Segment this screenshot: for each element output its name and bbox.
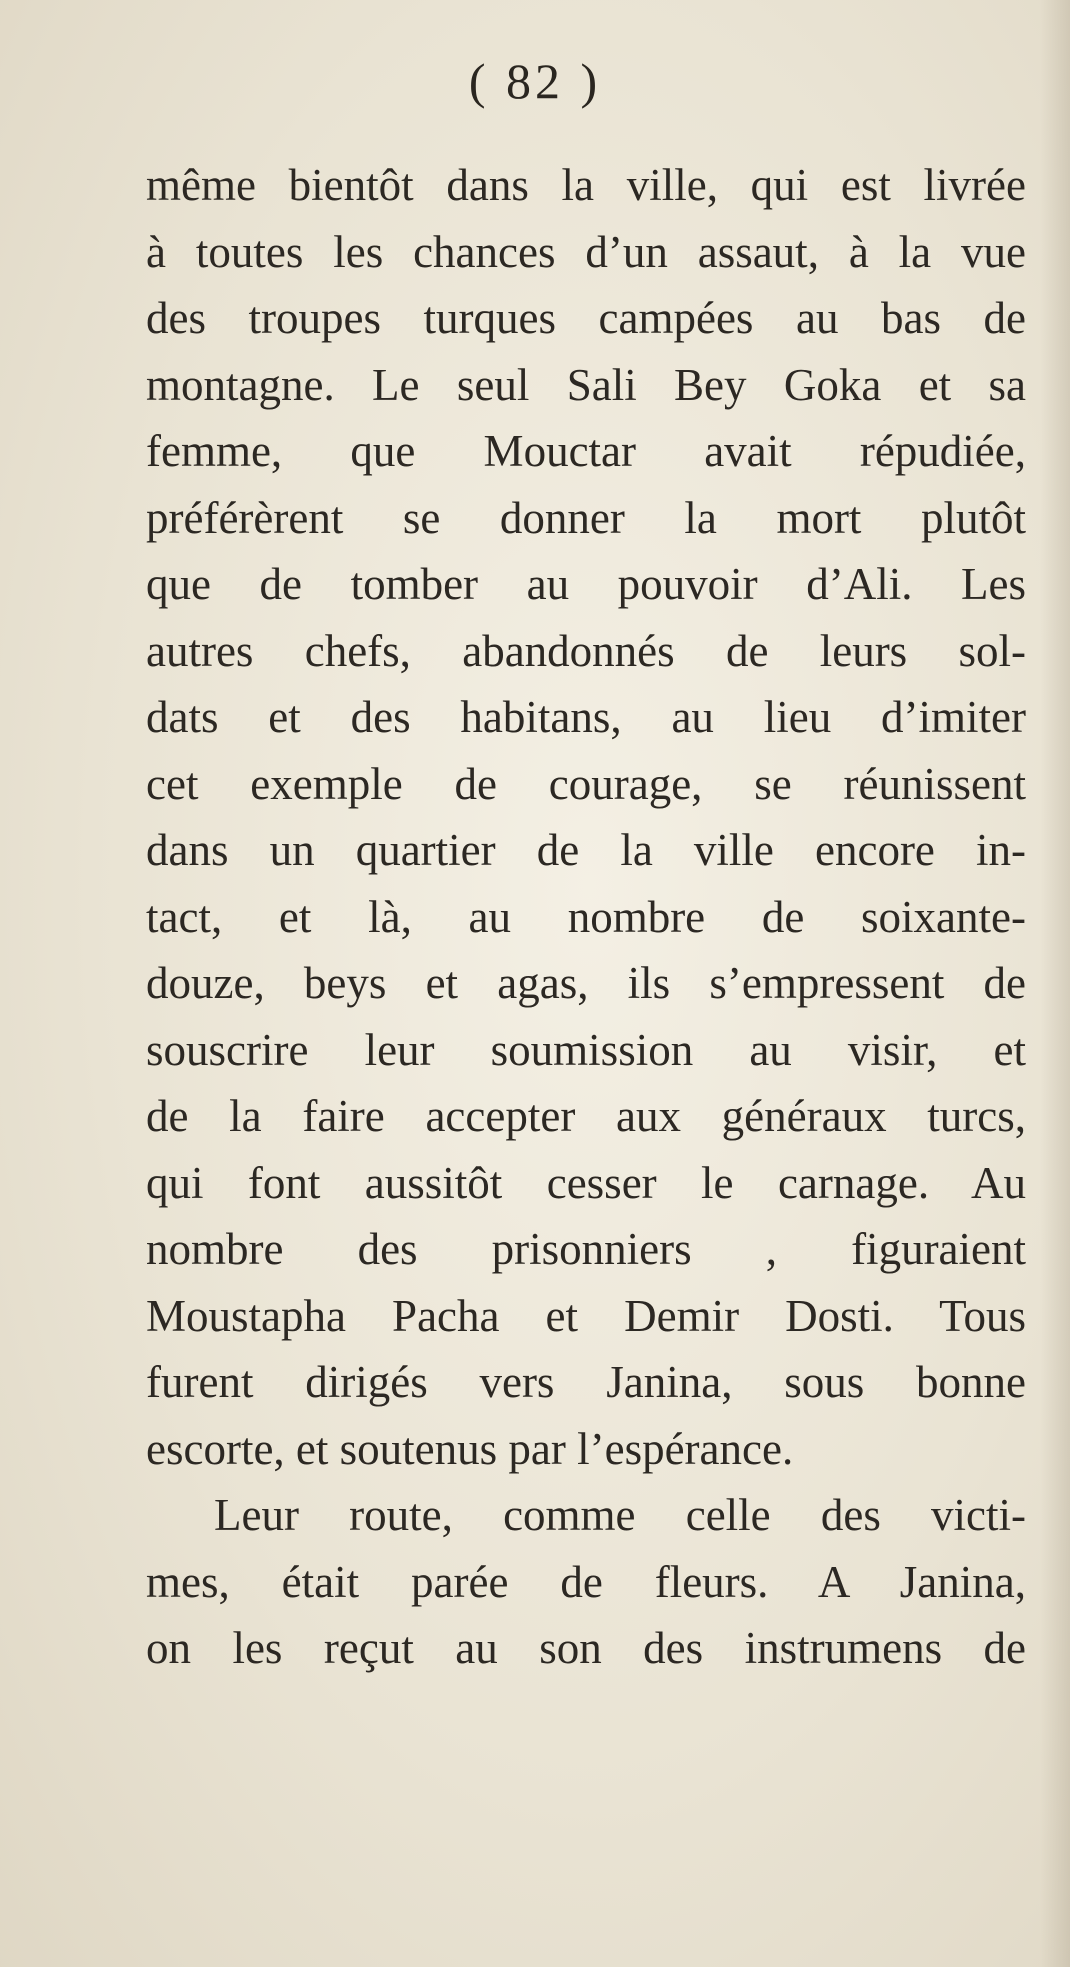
page-number: ( 82 ) xyxy=(468,53,602,109)
text-line: Moustapha Pacha et Demir Dosti. Tous xyxy=(146,1290,1026,1341)
text-line: Leur route, comme celle des victi- xyxy=(214,1490,1026,1540)
text-line: dats et des habitans, au lieu d’imiter xyxy=(146,692,1026,742)
text-line: on les reçut au son des instrumens de xyxy=(146,1623,1026,1673)
text-line: mes, était parée de fleurs. A Janina, xyxy=(146,1556,1026,1607)
text-line: furent dirigés vers Janina, sous bonne xyxy=(146,1357,1026,1407)
text-line: des troupes turques campées au bas de xyxy=(146,293,1026,343)
page-edge-shadow xyxy=(1040,0,1070,1967)
body-text xyxy=(146,152,1026,1682)
text-line: cet exemple de courage, se réunissent xyxy=(146,758,1026,809)
text-line: préférèrent se donner la mort plutôt xyxy=(146,492,1026,543)
text-line: qui font aussitôt cesser le carnage. Au xyxy=(146,1157,1026,1208)
text-line: à toutes les chances d’un assaut, à la vue xyxy=(146,226,1026,277)
text-line: escorte, et soutenus par l’espérance. xyxy=(146,1423,794,1474)
text-line: que de tomber au pouvoir d’Ali. Les xyxy=(146,559,1026,609)
text-line: nombre des prisonniers , figuraient xyxy=(146,1224,1026,1274)
text-line: femme, que Mouctar avait répudiée, xyxy=(146,426,1026,476)
text-line: autres chefs, abandonnés de leurs sol- xyxy=(146,625,1026,676)
text-line: de la faire accepter aux généraux turcs, xyxy=(146,1091,1026,1141)
text-line: dans un quartier de la ville encore in- xyxy=(146,825,1026,875)
text-line: douze, beys et agas, ils s’empressent de xyxy=(146,958,1026,1008)
text-line: montagne. Le seul Sali Bey Goka et sa xyxy=(146,359,1026,410)
text-line: tact, et là, au nombre de soixante- xyxy=(146,891,1026,942)
text-line: souscrire leur soumission au visir, et xyxy=(146,1024,1026,1075)
text-line: même bientôt dans la ville, qui est livrée xyxy=(146,160,1026,210)
